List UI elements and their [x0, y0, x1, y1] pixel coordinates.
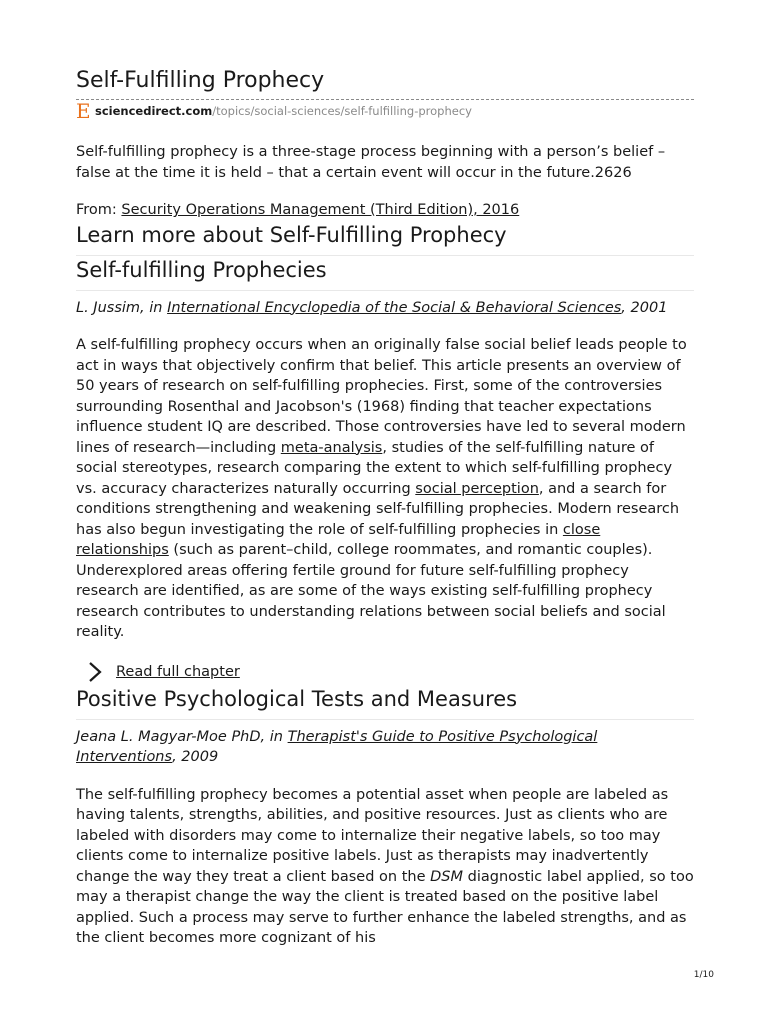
close-relationships-link[interactable]: close relationships	[76, 521, 601, 558]
social-perception-link[interactable]: social perception	[415, 480, 539, 497]
chevron-right-icon	[88, 661, 102, 683]
section-heading-self-fulfilling-prophecies: Self-fulfilling Prophecies	[76, 256, 694, 291]
section2-abstract	[76, 785, 694, 949]
section-heading-positive-psychological-tests: Positive Psychological Tests and Measures	[76, 685, 694, 720]
source-line	[76, 100, 694, 122]
abstract-text: The self-fulfilling prophecy becomes a potential asset when people are labeled as having talents, strengths, abilities, and positive resources. Just as clients who are labeled with disorders may come to internalize their negative labels, so too may clients come to internalize positive labels. Just as therapists may inadvertently change the way they treat a client based on the	[76, 786, 669, 885]
meta-analysis-link[interactable]: meta-analysis	[280, 439, 383, 456]
abstract-text: , studies of the self-fulfilling nature of social stereotypes, research comparing the extent to which self-fulfilling prophecy vs. accuracy characterizes naturally occurring	[76, 439, 673, 497]
elsevier-logo-icon: E	[76, 99, 91, 123]
from-citation	[76, 200, 694, 221]
byline-year: , 2001	[621, 299, 668, 316]
abstract-text: A self-fulfilling prophecy occurs when an originally false social belief leads people to act in ways that objectively confirm that belief. This article presents an overview of 50 years of research on self-fulfilling prophecies. First, some of the controversies surrounding Rosenthal and Jacobson's (1968) finding that teacher expectations influence student IQ are described. Those controversies have led to several modern lines of research—including	[76, 337, 687, 456]
byline-source-link[interactable]: Therapist's Guide to Positive Psychological Interventions	[76, 728, 598, 765]
intro-definition: Self-fulfilling prophecy is a three-stage process beginning with a person’s belief – false at the time it is held – that a certain event will occur in the future.2626	[76, 144, 666, 181]
read-full-chapter-link[interactable]: Read full chapter	[116, 663, 240, 680]
section1-byline	[76, 298, 694, 319]
byline-author: Jeana L. Magyar-Moe PhD, in	[76, 728, 288, 745]
abstract-text: diagnostic label applied, so too may a therapist change the way the client is treated based on the positive label applied. Such a process may serve to further enhance the labeled strengths, and as the client becomes more cognizant of his	[76, 868, 694, 946]
byline-source-link[interactable]: International Encyclopedia of the Social & Behavioral Sciences	[167, 299, 622, 316]
byline-author: L. Jussim, in	[76, 299, 168, 316]
page-title: Self-Fulfilling Prophecy	[76, 68, 325, 93]
abstract-text: , and a search for conditions strengthening and weakening self-fulfilling prophecies. Modern research has also begun investigating the role of self-fulfilling prophecies in	[76, 480, 680, 538]
section2-byline	[76, 727, 694, 768]
from-link[interactable]: Security Operations Management (Third Edition), 2016	[121, 202, 520, 218]
read-full-chapter-row[interactable]	[88, 659, 694, 685]
learn-more-heading: Learn more about Self-Fulfilling Prophecy	[76, 221, 694, 256]
from-label: From:	[76, 202, 122, 218]
byline-year: , 2009	[172, 749, 219, 765]
abstract-text: (such as parent–child, college roommates, and romantic couples). Underexplored areas offering fertile ground for future self-fulfilling prophecy research are identified, as are some of the ways existing self-fulfilling prophecy research contributes to understanding relations between social beliefs and social reality.	[76, 542, 666, 640]
source-domain[interactable]: sciencedirect.com	[95, 104, 213, 118]
section1-abstract	[76, 335, 694, 643]
dsm-term: DSM	[430, 868, 464, 885]
source-path[interactable]: /topics/social-sciences/self-fulfilling-prophecy	[212, 104, 472, 118]
page-number: 1/10	[693, 970, 714, 980]
document-page	[76, 66, 694, 949]
